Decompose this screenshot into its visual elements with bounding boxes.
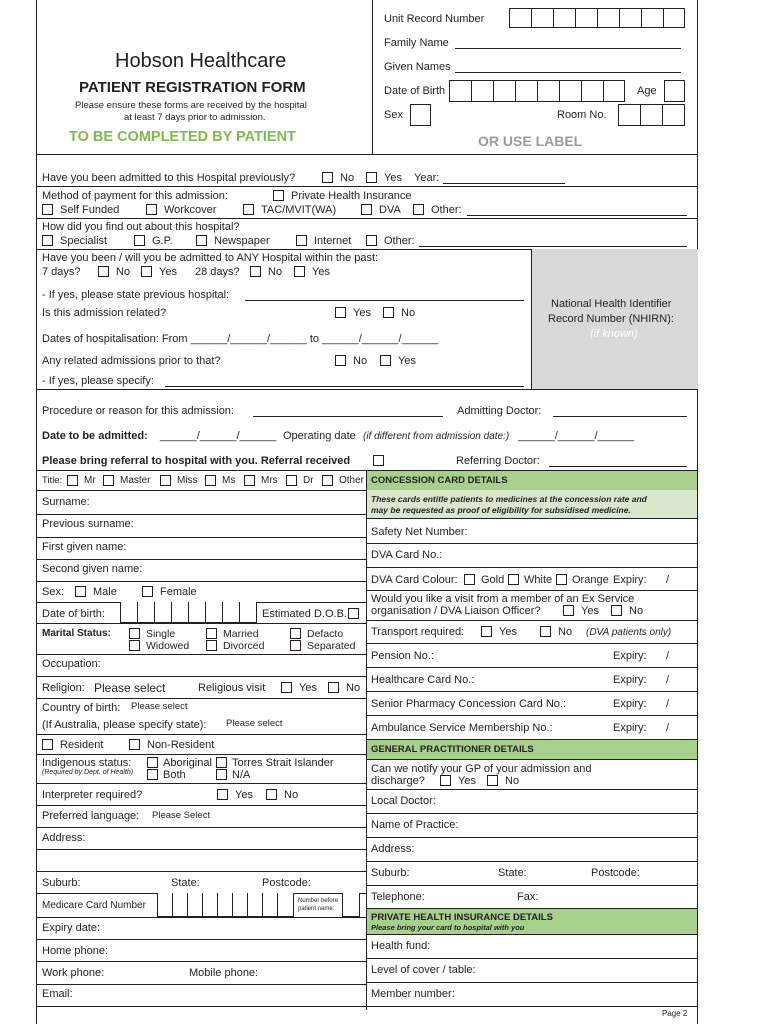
dva-expiry-slash: / bbox=[666, 574, 670, 586]
sex-female-checkbox[interactable] bbox=[142, 586, 153, 597]
aus-state-label: (If Australia, please specify state): bbox=[42, 719, 207, 731]
religious-visit-yes-label: Yes bbox=[299, 682, 317, 694]
sex-male-label: Male bbox=[93, 586, 117, 598]
gp-state-label: State: bbox=[498, 867, 527, 879]
dva-card-label: DVA Card No.: bbox=[371, 549, 443, 561]
form-title: PATIENT REGISTRATION FORM bbox=[79, 79, 306, 96]
specify-line[interactable] bbox=[165, 386, 524, 387]
second-given-label: Second given name: bbox=[42, 563, 143, 575]
gp-postcode-label: Postcode: bbox=[591, 867, 640, 879]
operating-date-label: Operating date bbox=[283, 430, 356, 442]
email-label: Email: bbox=[42, 988, 73, 1000]
date-admitted-field[interactable]: ______/______/______ bbox=[160, 430, 277, 442]
practice-label: Name of Practice: bbox=[371, 819, 459, 831]
title-mr-checkbox[interactable] bbox=[67, 475, 78, 486]
title-master-label: Master bbox=[120, 475, 151, 486]
prior-yes-label: Yes bbox=[398, 355, 416, 367]
dva-white-checkbox[interactable] bbox=[508, 574, 519, 585]
prior-yes-checkbox[interactable] bbox=[380, 355, 391, 366]
sex-male-checkbox[interactable] bbox=[75, 586, 86, 597]
religious-visit-yes-checkbox[interactable] bbox=[281, 682, 292, 693]
twenty-eight-no-checkbox[interactable] bbox=[250, 266, 261, 277]
married-label: Married bbox=[223, 628, 259, 640]
transport-no-checkbox[interactable] bbox=[540, 626, 551, 637]
private-insurance-checkbox[interactable] bbox=[273, 190, 284, 201]
title-ms-label: Ms bbox=[222, 475, 236, 486]
operating-date-field[interactable]: ______/______/______ bbox=[518, 430, 635, 442]
gp-notify-no-label: No bbox=[505, 775, 520, 787]
label-age-box[interactable] bbox=[664, 80, 685, 102]
prev-admit-no-label: No bbox=[340, 172, 355, 184]
tac-label: TAC/MVIT(WA) bbox=[261, 204, 337, 216]
title-ms-checkbox[interactable] bbox=[205, 475, 216, 486]
occupation-label: Occupation: bbox=[42, 658, 101, 670]
health-fund-label: Health fund: bbox=[371, 940, 431, 952]
label-sex: Sex bbox=[384, 109, 403, 121]
number-before-box[interactable] bbox=[342, 893, 360, 917]
instruction-line-1: Please ensure these forms are received by the hospital bbox=[75, 100, 307, 111]
label-room-boxes[interactable] bbox=[618, 104, 685, 126]
work-phone-label: Work phone: bbox=[42, 967, 105, 979]
prev-admit-yes-checkbox[interactable] bbox=[366, 172, 377, 183]
widowed-checkbox[interactable] bbox=[129, 640, 140, 651]
torres-checkbox[interactable] bbox=[216, 757, 227, 768]
insurance-header: PRIVATE HEALTH INSURANCE DETAILS bbox=[371, 912, 553, 923]
transport-note: (DVA patients only) bbox=[586, 627, 672, 638]
given-names-label: Given Names bbox=[384, 61, 451, 73]
est-dob-checkbox[interactable] bbox=[348, 608, 359, 619]
payment-other-line[interactable] bbox=[467, 215, 687, 216]
gp-telephone-label: Telephone: bbox=[371, 891, 425, 903]
internet-checkbox[interactable] bbox=[296, 235, 307, 246]
prior-no-checkbox[interactable] bbox=[335, 355, 346, 366]
workcover-checkbox[interactable] bbox=[146, 204, 157, 215]
dva-white-label: White bbox=[524, 574, 553, 586]
mobile-phone-label: Mobile phone: bbox=[189, 967, 259, 979]
divorced-checkbox[interactable] bbox=[206, 640, 217, 651]
defacto-checkbox[interactable] bbox=[290, 628, 301, 639]
prev-admit-no-checkbox[interactable] bbox=[322, 172, 333, 183]
title-other-label: Other bbox=[339, 475, 365, 486]
twenty-eight-yes-label: Yes bbox=[312, 266, 330, 278]
sex-label: Sex: bbox=[42, 586, 65, 598]
ambulance-label: Ambulance Service Membership No.: bbox=[371, 722, 553, 734]
find-other-label: Other: bbox=[384, 235, 415, 247]
dva-label: DVA bbox=[379, 204, 401, 216]
title-master-checkbox[interactable] bbox=[103, 475, 114, 486]
newspaper-checkbox[interactable] bbox=[196, 235, 207, 246]
na-checkbox[interactable] bbox=[216, 769, 227, 780]
label-sex-box[interactable] bbox=[410, 104, 431, 126]
unit-record-label: Unit Record Number bbox=[384, 13, 485, 25]
cover-level-label: Level of cover / table: bbox=[371, 964, 476, 976]
admitting-doctor-label: Admitting Doctor: bbox=[457, 405, 542, 417]
private-insurance-label: Private Health Insurance bbox=[291, 190, 412, 202]
insurance-note: Please bring your card to hospital with you bbox=[371, 923, 525, 932]
prior-no-label: No bbox=[353, 355, 368, 367]
expiry-label: Expiry date: bbox=[42, 922, 101, 934]
single-label: Single bbox=[146, 628, 176, 640]
nhirn-if-known: (if known) bbox=[590, 328, 638, 340]
married-checkbox[interactable] bbox=[206, 628, 217, 639]
state-label: State: bbox=[171, 877, 200, 889]
separated-label: Separated bbox=[307, 640, 356, 652]
number-before-label-1: Number before bbox=[298, 898, 339, 904]
healthcare-label: Healthcare Card No.: bbox=[371, 674, 475, 686]
specialist-label: Specialist bbox=[60, 235, 108, 247]
family-name-label: Family Name bbox=[384, 37, 449, 49]
label-dob: Date of Birth bbox=[384, 85, 446, 97]
language-label: Preferred language: bbox=[42, 810, 140, 822]
dva-gold-label: Gold bbox=[481, 574, 505, 586]
family-name-line[interactable] bbox=[455, 48, 681, 49]
title-other-checkbox[interactable] bbox=[322, 475, 333, 486]
gp-notify-label-2: discharge? bbox=[371, 775, 425, 787]
first-given-label: First given name: bbox=[42, 541, 127, 553]
home-phone-label: Home phone: bbox=[42, 945, 109, 957]
prev-hospital-label: - If yes, please state previous hospital: bbox=[42, 289, 230, 301]
seven-days-yes-checkbox[interactable] bbox=[141, 266, 152, 277]
dva-orange-checkbox[interactable] bbox=[556, 574, 567, 585]
title-mrs-label: Mrs bbox=[261, 475, 278, 486]
brand-name: Hobson Healthcare bbox=[115, 50, 287, 72]
transport-label: Transport required: bbox=[371, 626, 465, 638]
find-other-line[interactable] bbox=[419, 246, 687, 247]
related-question: Is this admission related? bbox=[42, 307, 167, 319]
language-select[interactable]: Please Select bbox=[152, 810, 211, 821]
indigenous-note: (Required by Dept. of Health) bbox=[42, 769, 134, 776]
seven-days-yes-label: Yes bbox=[159, 266, 177, 278]
tac-checkbox[interactable] bbox=[243, 204, 254, 215]
instruction-line-2: at least 7 days prior to admission. bbox=[124, 112, 266, 123]
separated-checkbox[interactable] bbox=[290, 640, 301, 651]
title-miss-label: Miss bbox=[177, 475, 198, 486]
title-dr-checkbox[interactable] bbox=[286, 475, 297, 486]
aboriginal-checkbox[interactable] bbox=[147, 757, 158, 768]
referral-received-checkbox[interactable] bbox=[373, 455, 384, 466]
specialist-checkbox[interactable] bbox=[42, 235, 53, 246]
transport-yes-label: Yes bbox=[499, 626, 517, 638]
seven-days-no-checkbox[interactable] bbox=[98, 266, 109, 277]
nhirn-label-1: National Health Identifier bbox=[551, 298, 672, 310]
or-use-label: OR USE LABEL bbox=[478, 133, 583, 149]
dva-orange-label: Orange bbox=[572, 574, 609, 586]
suburb-label: Suburb: bbox=[42, 877, 81, 889]
medicare-label: Medicare Card Number bbox=[42, 900, 146, 911]
admitting-doctor-line[interactable] bbox=[553, 416, 687, 417]
seven-days-no-label: No bbox=[116, 266, 131, 278]
pension-expiry-label: Expiry: bbox=[613, 650, 647, 662]
marital-label: Marital Status: bbox=[42, 628, 111, 639]
divorced-label: Divorced bbox=[223, 640, 265, 652]
related-yes-label: Yes bbox=[353, 307, 371, 319]
twenty-eight-no-label: No bbox=[268, 266, 283, 278]
religion-select[interactable]: Please select bbox=[94, 681, 166, 695]
title-mrs-checkbox[interactable] bbox=[244, 475, 255, 486]
pension-label: Pension No.: bbox=[371, 650, 434, 662]
concession-note-2: may be requested as proof of eligibility for subsidised medicine. bbox=[371, 505, 631, 515]
dva-gold-checkbox[interactable] bbox=[464, 574, 475, 585]
internet-label: Internet bbox=[314, 235, 352, 247]
ex-service-no-checkbox[interactable] bbox=[611, 605, 622, 616]
indigenous-label: Indigenous status: bbox=[42, 757, 132, 769]
title-label: Title: bbox=[42, 475, 63, 486]
twenty-eight-days-label: 28 days? bbox=[195, 266, 240, 278]
number-before-label-2: patient name: bbox=[298, 906, 335, 912]
postcode-label: Postcode: bbox=[262, 877, 311, 889]
concession-header: CONCESSION CARD DETAILS bbox=[371, 475, 508, 486]
resident-checkbox[interactable] bbox=[42, 739, 53, 750]
date-admitted-label: Date to be admitted: bbox=[42, 430, 148, 442]
self-funded-checkbox[interactable] bbox=[42, 204, 53, 215]
ex-service-yes-checkbox[interactable] bbox=[563, 605, 574, 616]
prev-admit-year-label: Year: bbox=[414, 172, 440, 184]
procedure-label: Procedure or reason for this admission: bbox=[42, 405, 234, 417]
pension-expiry-slash: / bbox=[666, 650, 670, 662]
prev-admit-year-line[interactable] bbox=[443, 183, 565, 184]
birth-country-label: Country of birth: bbox=[42, 702, 121, 714]
prev-admit-question: Have you been admitted to this Hospital previously? bbox=[42, 172, 296, 184]
referral-label: Please bring referral to hospital with you. Referral received bbox=[42, 455, 351, 467]
ex-service-no-label: No bbox=[629, 605, 644, 617]
religious-visit-label: Religious visit bbox=[198, 682, 266, 694]
label-room: Room No. bbox=[557, 109, 607, 121]
interpreter-label: Interpreter required? bbox=[42, 789, 143, 801]
gp-address-label: Address: bbox=[371, 843, 415, 855]
related-no-label: No bbox=[401, 307, 416, 319]
ex-service-yes-label: Yes bbox=[581, 605, 599, 617]
est-dob-label: Estimated D.O.B. bbox=[262, 608, 347, 620]
any-hospital-question: Have you been / will you be admitted to ANY Hospital within the past: bbox=[42, 252, 379, 264]
religious-visit-no-checkbox[interactable] bbox=[328, 682, 339, 693]
prior-admissions-question: Any related admissions prior to that? bbox=[42, 355, 221, 367]
payment-other-label: Other: bbox=[431, 204, 462, 216]
transport-no-label: No bbox=[558, 626, 573, 638]
referring-doctor-line[interactable] bbox=[549, 466, 687, 467]
senior-expiry-label: Expiry: bbox=[613, 698, 647, 710]
aboriginal-label: Aboriginal bbox=[163, 757, 212, 769]
label-age: Age bbox=[637, 85, 657, 97]
operating-date-note: (if different from admission date:) bbox=[363, 431, 510, 442]
prev-admit-yes-label: Yes bbox=[384, 172, 402, 184]
dva-colour-label: DVA Card Colour: bbox=[371, 574, 458, 586]
ex-service-label-1: Would you like a visit from a member of an Ex Service bbox=[371, 593, 635, 605]
payment-other-checkbox[interactable] bbox=[413, 204, 424, 215]
birth-country-select[interactable]: Please select bbox=[131, 701, 188, 712]
both-checkbox[interactable] bbox=[147, 769, 158, 780]
related-no-checkbox[interactable] bbox=[383, 307, 394, 318]
dva-checkbox[interactable] bbox=[361, 204, 372, 215]
non-resident-checkbox[interactable] bbox=[129, 739, 140, 750]
interpreter-yes-label: Yes bbox=[235, 789, 253, 801]
seven-days-label: 7 days? bbox=[42, 266, 81, 278]
safety-net-label: Safety Net Number: bbox=[371, 526, 468, 538]
title-mr-label: Mr bbox=[84, 475, 96, 486]
ex-service-label-2: organisation / DVA Liaison Officer? bbox=[371, 605, 541, 617]
self-funded-label: Self Funded bbox=[60, 204, 120, 216]
torres-label: Torres Strait Islander bbox=[232, 757, 334, 769]
to-complete-heading: TO BE COMPLETED BY PATIENT bbox=[69, 129, 296, 145]
interpreter-no-label: No bbox=[284, 789, 299, 801]
ambulance-expiry-slash: / bbox=[666, 722, 670, 734]
transport-yes-checkbox[interactable] bbox=[481, 626, 492, 637]
twenty-eight-yes-checkbox[interactable] bbox=[294, 266, 305, 277]
find-question: How did you find out about this hospital? bbox=[42, 221, 240, 233]
na-label: N/A bbox=[232, 769, 251, 781]
gp-fax-label: Fax: bbox=[517, 891, 539, 903]
surname-label: Surname: bbox=[42, 496, 90, 508]
payment-question: Method of payment for this admission: bbox=[42, 190, 228, 202]
member-number-label: Member number: bbox=[371, 988, 455, 1000]
defacto-label: Defacto bbox=[307, 628, 344, 640]
newspaper-label: Newspaper bbox=[214, 235, 270, 247]
page-number: Page 2 bbox=[662, 1009, 688, 1018]
given-names-line[interactable] bbox=[455, 72, 681, 73]
concession-note-1: These cards entitle patients to medicines at the concession rate and bbox=[371, 494, 647, 504]
title-dr-label: Dr bbox=[303, 475, 314, 486]
gp-notify-yes-label: Yes bbox=[458, 775, 476, 787]
hospitalisation-dates[interactable]: Dates of hospitalisation: From ______/______/______ to ______/______/______ bbox=[42, 333, 439, 345]
healthcare-expiry-slash: / bbox=[666, 674, 670, 686]
senior-label: Senior Pharmacy Concession Card No.: bbox=[371, 698, 567, 710]
referring-doctor-label: Referring Doctor: bbox=[456, 455, 540, 467]
title-miss-checkbox[interactable] bbox=[160, 475, 171, 486]
interpreter-no-checkbox[interactable] bbox=[266, 789, 277, 800]
sex-female-label: Female bbox=[160, 586, 197, 598]
religion-label: Religion: bbox=[42, 682, 85, 694]
local-doctor-label: Local Doctor: bbox=[371, 795, 436, 807]
interpreter-yes-checkbox[interactable] bbox=[217, 789, 228, 800]
gp-notify-yes-checkbox[interactable] bbox=[440, 775, 451, 786]
dva-expiry-label: Expiry: bbox=[613, 574, 647, 586]
resident-label: Resident bbox=[60, 739, 104, 751]
procedure-line[interactable] bbox=[253, 416, 443, 417]
both-label: Both bbox=[163, 769, 186, 781]
nhirn-label-2: Record Number (NHIRN): bbox=[548, 313, 674, 325]
medicare-boxes[interactable] bbox=[157, 893, 294, 917]
ambulance-expiry-label: Expiry: bbox=[613, 722, 647, 734]
dob-label: Date of birth: bbox=[42, 608, 105, 620]
gp-notify-label-1: Can we notify your GP of your admission and bbox=[371, 763, 592, 775]
prev-surname-label: Previous surname: bbox=[42, 518, 134, 530]
religious-visit-no-label: No bbox=[346, 682, 361, 694]
gp-header: GENERAL PRACTITIONER DETAILS bbox=[371, 744, 534, 755]
prev-hospital-line[interactable] bbox=[245, 300, 524, 301]
find-other-checkbox[interactable] bbox=[366, 235, 377, 246]
gp-checkbox[interactable] bbox=[134, 235, 145, 246]
gp-notify-no-checkbox[interactable] bbox=[487, 775, 498, 786]
healthcare-expiry-label: Expiry: bbox=[613, 674, 647, 686]
address-label: Address: bbox=[42, 832, 86, 844]
specify-label: - If yes, please specify: bbox=[42, 375, 154, 387]
workcover-label: Workcover bbox=[164, 204, 217, 216]
related-yes-checkbox[interactable] bbox=[335, 307, 346, 318]
senior-expiry-slash: / bbox=[666, 698, 670, 710]
single-checkbox[interactable] bbox=[129, 628, 140, 639]
non-resident-label: Non-Resident bbox=[147, 739, 215, 751]
widowed-label: Widowed bbox=[146, 640, 190, 652]
gp-suburb-label: Suburb: bbox=[371, 867, 410, 879]
aus-state-select[interactable]: Please select bbox=[226, 718, 283, 729]
gp-label: G.P. bbox=[152, 235, 173, 247]
